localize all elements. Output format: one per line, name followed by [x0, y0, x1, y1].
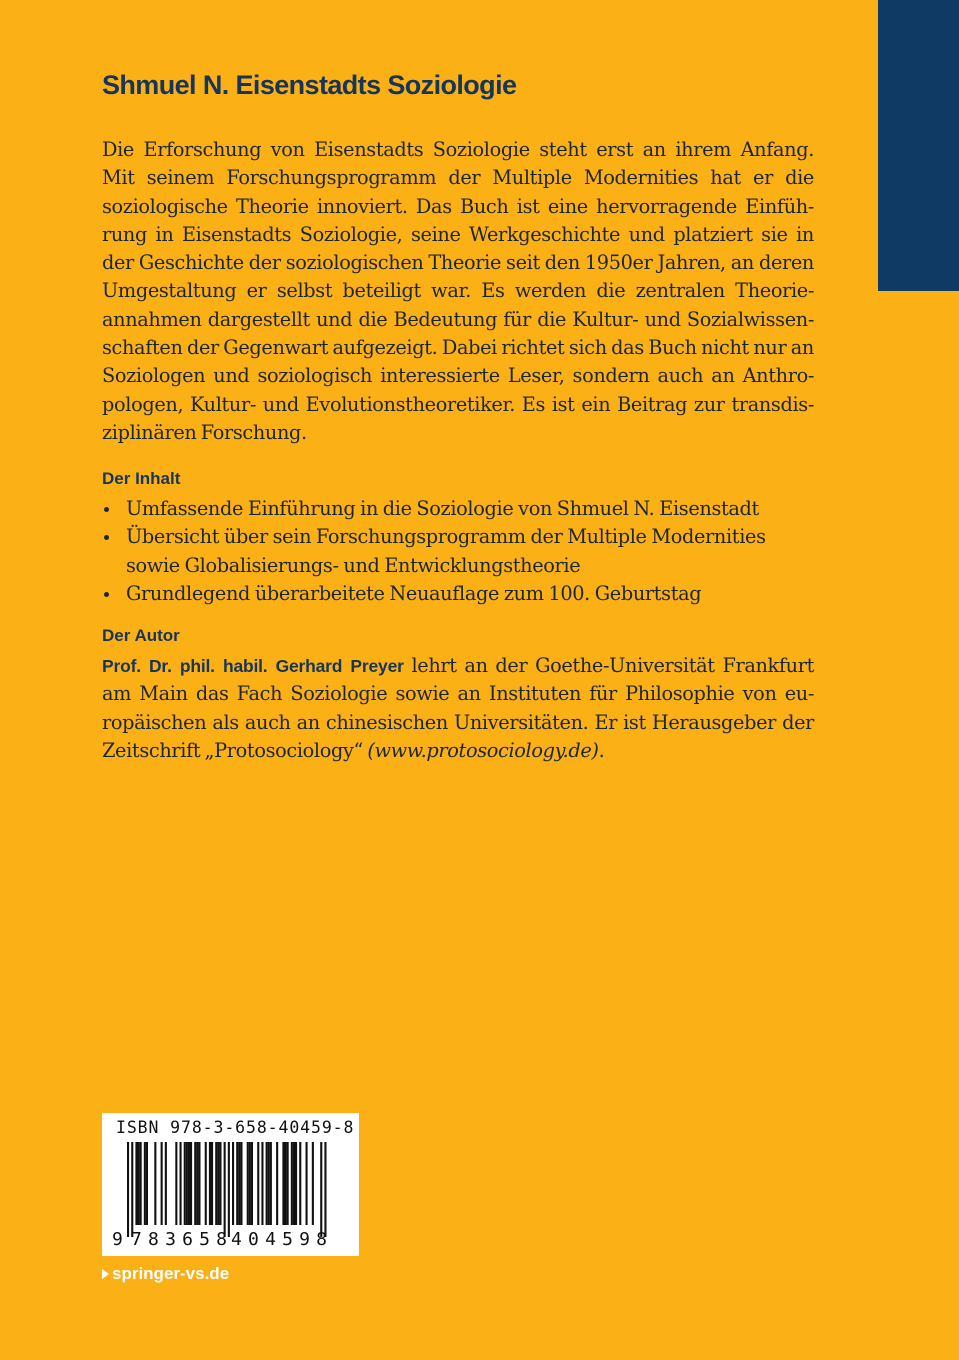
barcode-bar	[144, 1142, 146, 1225]
barcode-bar	[285, 1142, 287, 1225]
publisher-link[interactable]	[102, 1264, 229, 1284]
journal-text: Zeitschrift „Protosociology“	[102, 738, 368, 762]
barcode-bar	[217, 1142, 219, 1225]
publisher-url: springer-vs.de	[112, 1264, 230, 1283]
list-item	[102, 523, 766, 580]
barcode-bar	[184, 1142, 186, 1225]
barcode-bar	[270, 1142, 272, 1225]
barcode-bar	[282, 1142, 284, 1225]
barcode-bar	[161, 1142, 163, 1225]
barcode-bar	[232, 1142, 234, 1225]
barcode-bar	[236, 1142, 238, 1225]
barcode-bar	[186, 1142, 188, 1225]
contents-heading: Der Inhalt	[102, 469, 181, 488]
barcode-bar	[165, 1142, 167, 1225]
barcode-bar	[299, 1142, 301, 1225]
barcode-bar	[247, 1142, 249, 1225]
barcode-guard-bar	[131, 1142, 133, 1237]
barcode-bar	[196, 1142, 198, 1225]
barcode-bar	[211, 1142, 213, 1225]
author-bio-line: am Main das Fach Soziologie sowie an Instituten für Philosophie von eu-	[102, 682, 814, 706]
list-item-text-continued: sowie Globalisierungs- und Entwicklungstheorie	[126, 553, 581, 577]
barcode-bar	[268, 1142, 270, 1225]
bullet-icon	[104, 535, 109, 540]
barcode-bar	[188, 1142, 190, 1225]
barcode-bar	[140, 1142, 142, 1225]
barcode-guard-bar	[224, 1142, 226, 1237]
barcode-bar	[238, 1142, 240, 1225]
blurb-paragraph	[102, 136, 814, 447]
author-bio	[102, 652, 814, 765]
barcode-bar	[146, 1142, 148, 1225]
blurb-line: soziologische Theorie innoviert. Das Buch ist eine hervorragende Einfüh-	[102, 194, 814, 218]
barcode-guard-bar	[320, 1142, 322, 1237]
barcode-bar	[293, 1142, 295, 1225]
barcode-bar	[261, 1142, 263, 1225]
bullet-icon	[104, 592, 109, 597]
arrow-right-icon	[102, 1269, 109, 1279]
barcode-bar	[291, 1142, 293, 1225]
bullet-icon	[104, 507, 109, 512]
barcode-bar	[190, 1142, 192, 1225]
ean-right-digits: 404598	[231, 1229, 327, 1250]
barcode-bar	[180, 1142, 182, 1225]
barcode-bar	[306, 1142, 308, 1225]
barcode-bars	[127, 1142, 327, 1237]
blurb-line: Umgestaltung er selbst beteiligt war. Es werden die zentralen Theorie-	[102, 279, 814, 303]
barcode-guard-bar	[127, 1142, 129, 1237]
barcode-guard-bar	[228, 1142, 230, 1237]
blurb-line: rung in Eisenstadts Soziologie, seine Werkgeschichte und platziert sie in	[102, 222, 814, 246]
list-item	[102, 495, 766, 523]
blurb-line: Die Erforschung von Eisenstadts Soziologie steht erst an ihrem Anfang.	[102, 138, 814, 161]
book-title: Shmuel N. Eisenstadts Soziologie	[102, 70, 517, 100]
list-item-text: Übersicht über sein Forschungsprogramm der Multiple Modernities	[126, 525, 766, 549]
barcode-guard-bar	[324, 1142, 326, 1237]
barcode-bar	[219, 1142, 221, 1225]
blurb-line: schaften der Gegenwart aufgezeigt. Dabei richtet sich das Buch nicht nur an	[102, 336, 814, 360]
blurb-line: pologen, Kultur- und Evolutionstheoretiker. Es ist ein Beitrag zur transdis-	[102, 392, 814, 416]
barcode-bar	[209, 1142, 211, 1225]
ean-left-digits: 783658	[131, 1229, 227, 1250]
barcode-bar	[287, 1142, 289, 1225]
blurb-line: der Geschichte der soziologischen Theorie seit den 1950er Jahren, an deren	[102, 251, 814, 275]
author-name: Prof. Dr. phil. habil. Gerhard Preyer	[102, 656, 404, 676]
period: .	[598, 738, 605, 762]
isbn-barcode	[102, 1113, 359, 1256]
barcode-graphic	[102, 1113, 359, 1256]
barcode-bar	[205, 1142, 207, 1225]
barcode-bar	[194, 1142, 196, 1225]
list-item-text: Umfassende Einführung in die Soziologie von Shmuel N. Eisenstadt	[126, 497, 759, 520]
blurb-line: Soziologen und soziologisch interessierte Leser, sondern auch an Anthro-	[102, 364, 814, 388]
author-heading: Der Autor	[102, 626, 180, 645]
list-item-text: Grundlegend überarbeitete Neuauflage zum 100. Geburtstag	[126, 581, 702, 605]
ean-first-digit: 9	[112, 1229, 123, 1250]
journal-url[interactable]: (www.protosociology.de)	[367, 738, 599, 762]
barcode-bar	[198, 1142, 200, 1225]
barcode-bar	[276, 1142, 278, 1225]
blurb-line: Mit seinem Forschungsprogramm der Multiple Modernities hat er die	[102, 166, 814, 190]
corner-color-band	[878, 0, 959, 291]
barcode-bar	[135, 1142, 137, 1225]
barcode-bar	[312, 1142, 314, 1225]
barcode-bar	[240, 1142, 242, 1225]
list-item	[102, 580, 766, 608]
blurb-line: annahmen dargestellt und die Bedeutung für die Kultur- und Sozialwissen-	[102, 307, 814, 331]
barcode-bar	[175, 1142, 177, 1225]
barcode-bar	[251, 1142, 253, 1225]
author-bio-line	[102, 737, 814, 765]
barcode-bar	[154, 1142, 156, 1225]
barcode-bar	[249, 1142, 251, 1225]
author-bio-line	[102, 652, 814, 680]
blurb-line: ziplinären Forschung.	[102, 420, 307, 444]
author-bio-text: lehrt an der Goethe-Universität Frankfurt	[403, 654, 814, 677]
contents-list	[102, 495, 766, 608]
isbn-label: ISBN 978-3-658-40459-8	[116, 1118, 355, 1137]
author-bio-line: ropäischen als auch an chinesischen Universitäten. Er ist Herausgeber der	[102, 710, 814, 734]
barcode-bar	[295, 1142, 297, 1225]
barcode-bar	[138, 1142, 140, 1225]
barcode-bar	[215, 1142, 217, 1225]
barcode-bar	[266, 1142, 268, 1225]
barcode-bar	[257, 1142, 259, 1225]
